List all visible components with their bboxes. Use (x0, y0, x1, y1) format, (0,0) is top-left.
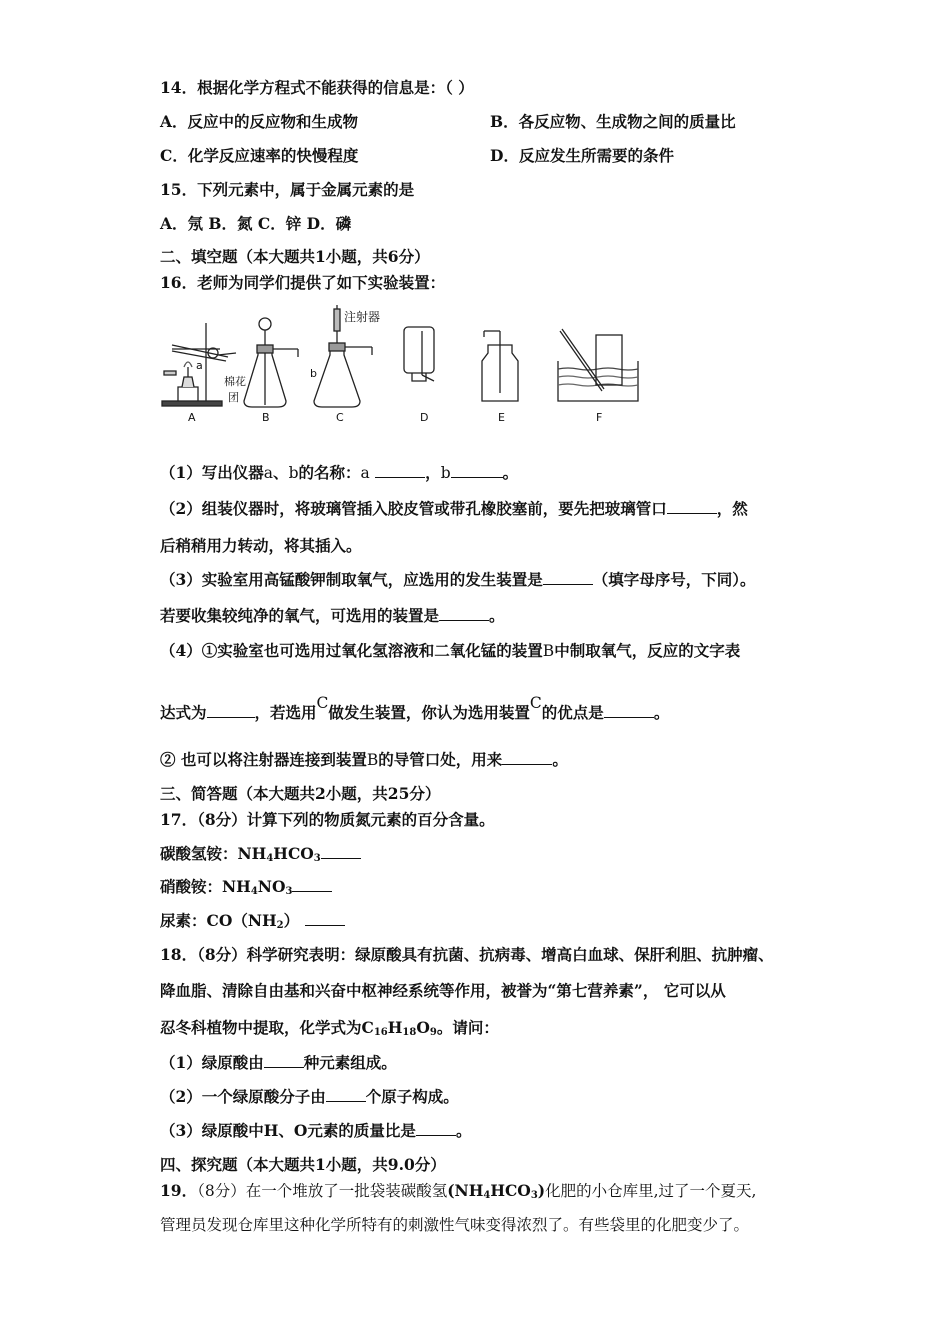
q17-l3-sub-b: 2 (276, 920, 284, 931)
answer-blank[interactable] (416, 1121, 456, 1136)
q16-p4-text-j: 。 (653, 703, 670, 722)
q16-p1-text-c: 、 (273, 463, 289, 482)
q16-p4-text-c: 中制取氧气，反应的文字表 (554, 641, 741, 660)
q16-stem: 16．老师为同学们提供了如下实验装置： (160, 273, 446, 292)
q19-l1-text-h: 化肥的小仓库里,过了一个夏天, (545, 1182, 757, 1200)
q16-p4-text-d: 达式为 (160, 703, 207, 722)
q17-l2-sub-d: 3 (285, 886, 293, 897)
q16-p5-text-c: 的导管口处，用来 (378, 750, 503, 769)
q16-part-4-line-1 (160, 641, 740, 661)
answer-blank[interactable] (451, 463, 503, 478)
apparatus-b (244, 318, 298, 407)
q16-p3-text-a: （3）实验室用高锰酸钾制取氧气，应选用的发生装置是 (160, 570, 543, 589)
answer-blank[interactable] (326, 1087, 366, 1102)
q16-p4-text-b: B (542, 642, 555, 660)
q19-l1-text-b: （8分）在一个堆放了一批袋装碳酸氢 (197, 1182, 448, 1200)
answer-blank[interactable] (439, 606, 489, 621)
answer-blank[interactable] (502, 750, 552, 765)
q16-p4-text-h: C (529, 694, 542, 712)
q17-line-2 (160, 877, 332, 902)
q18-l3-text-a: 忍冬科植物中提取，化学式为C (160, 1018, 374, 1037)
q16-p1-text-d: b (288, 464, 299, 482)
section-3-heading: 三、简答题（本大题共2小题，共25分） (160, 784, 441, 803)
q16-p4-text-f: C (316, 694, 329, 712)
q17-l1-sub-d: 3 (313, 853, 321, 864)
figure-label-small-a: a (196, 359, 203, 372)
q16-part-3-line-1 (160, 570, 756, 590)
apparatus-e (482, 331, 518, 401)
q18-l3-text-c: H (387, 1018, 403, 1037)
q17-l1-text-a: 碳酸氢铵：NH (160, 844, 267, 863)
q17-line-1 (160, 844, 361, 869)
figure-label-cotton-1: 棉花 (224, 375, 246, 388)
q17-line-3 (160, 911, 345, 936)
q16-p1-text-i: 。 (502, 463, 519, 482)
q17-l1-sub-b: 4 (266, 853, 274, 864)
q14-option-d: D．反应发生所需要的条件 (490, 146, 674, 165)
q16-p1-text-e: 的名称： (298, 463, 361, 482)
q15-options: A．氖 B．氮 C．锌 D．磷 (160, 214, 352, 233)
q16-part-1 (160, 463, 518, 483)
answer-blank[interactable] (667, 499, 717, 514)
q18-line-1: 18．（8分）科学研究表明：绿原酸具有抗菌、抗病毒、增高白血球、保肝利胆、抗肿瘤、 (160, 945, 774, 964)
q18-l3-text-e: O (416, 1018, 430, 1037)
q16-part-2-line-1 (160, 499, 748, 519)
q16-p1-text-b: a (263, 464, 274, 482)
q16-p4-text-e: ，若选用 (254, 703, 317, 722)
q18-l3-text-g: 。请问： (436, 1018, 499, 1037)
q19-l1-text-g: ) (537, 1181, 546, 1200)
q16-p4-text-a: （4）①实验室也可选用过氧化氢溶液和二氧化锰的装置 (160, 641, 543, 660)
q17-stem: 17．（8分）计算下列的物质氮元素的百分含量。 (160, 810, 495, 829)
q17-l2-text-a: 硝酸铵：NH (160, 877, 251, 896)
q19-l1-sub-f: 3 (530, 1190, 538, 1201)
q17-l2-text-c: NO (257, 877, 286, 896)
answer-blank[interactable] (375, 463, 425, 478)
q16-p4-text-i: 的优点是 (541, 703, 604, 722)
q16-p3-text-c: 若要收集较纯净的氧气，可选用的装置是 (160, 606, 440, 625)
q16-part-2-line-2: 后稍稍用力转动，将其插入。 (160, 536, 362, 555)
q19-l1-text-c: (NH (447, 1181, 484, 1200)
answer-blank[interactable] (543, 570, 593, 585)
q18-s1-text-b: 种元素组成。 (303, 1053, 397, 1072)
q17-l1-text-c: HCO (273, 844, 314, 863)
figure-label-c: C (336, 411, 344, 424)
q16-p5-text-b: B (366, 751, 379, 769)
q16-p3-text-d: 。 (489, 606, 505, 625)
q18-line-2: 降血脂、清除自由基和兴奋中枢神经系统等作用，被誉为“第七营养素”， 它可以从 (160, 981, 726, 1000)
q15-stem: 15．下列元素中，属于金属元素的是 (160, 180, 415, 199)
q18-sub-1 (160, 1053, 397, 1073)
apparatus-d (404, 327, 434, 381)
figure-label-syringe: 注射器 (344, 310, 381, 324)
section-4-heading: 四、探究题（本大题共1小题，共9.0分） (160, 1155, 446, 1174)
q17-l3-text-a: 尿素：CO（NH (160, 911, 277, 930)
q16-p1-text-h: b (440, 464, 451, 482)
q16-p1-text-f: a (360, 464, 370, 482)
q16-p1-text-a: （1）写出仪器 (160, 463, 264, 482)
q19-line-2: 管理员发现仓库里这种化学所特有的刺激性气味变得浓烈了。有些袋里的化肥变少了。 (160, 1216, 750, 1234)
q18-l3-sub-f: 9 (429, 1027, 437, 1038)
figure-label-small-b: b (310, 367, 317, 380)
figure-label-f: F (596, 411, 603, 424)
q19-line-1 (160, 1181, 756, 1206)
q16-p4-text-g: 做发生装置，你认为选用装置 (328, 703, 530, 722)
figure-label-b: B (262, 411, 270, 424)
q18-sub-2 (160, 1087, 459, 1107)
q16-p1-text-g: ， (425, 463, 441, 482)
q16-p2-text-a: （2）组装仪器时，将玻璃管插入胶皮管或带孔橡胶塞前，要先把玻璃管口 (160, 499, 667, 518)
q16-part-4-line-2 (160, 694, 670, 723)
answer-blank[interactable] (321, 844, 361, 859)
q18-s3-text-b: 。 (455, 1121, 472, 1140)
answer-blank[interactable] (207, 703, 255, 718)
q19-l1-sub-d: 4 (483, 1190, 491, 1201)
q18-s3-text-a: （3）绿原酸中H、O元素的质量比是 (160, 1121, 416, 1140)
q16-p5-text-a: ② 也可以将注射器连接到装置 (160, 750, 367, 769)
q19-l1-text-a: 19． (160, 1181, 198, 1200)
q16-p2-text-b: ，然 (716, 499, 748, 518)
answer-blank[interactable] (292, 877, 332, 892)
q18-sub-3 (160, 1121, 471, 1141)
q16-part-3-line-2 (160, 606, 505, 626)
figure-label-e: E (498, 411, 505, 424)
q18-s2-text-a: （2）一个绿原酸分子由 (160, 1087, 326, 1106)
q18-s2-text-b: 个原子构成。 (365, 1087, 459, 1106)
q16-part-4-line-3 (160, 750, 568, 770)
apparatus-figure (158, 305, 648, 425)
q18-l3-sub-b: 16 (373, 1027, 388, 1038)
q18-l3-sub-d: 18 (402, 1027, 417, 1038)
q17-l3-text-c: ） (283, 911, 300, 930)
q14-option-c: C．化学反应速率的快慢程度 (160, 146, 359, 165)
q16-p5-text-d: 。 (552, 750, 568, 769)
q18-line-3 (160, 1018, 499, 1043)
q14-option-b: B．各反应物、生成物之间的质量比 (490, 112, 736, 131)
figure-label-cotton-2: 团 (228, 391, 239, 404)
figure-label-a: A (188, 411, 196, 424)
q18-s1-text-a: （1）绿原酸由 (160, 1053, 264, 1072)
answer-blank[interactable] (305, 911, 345, 926)
q14-option-a: A．反应中的反应物和生成物 (160, 112, 359, 131)
q14-stem: 14．根据化学方程式不能获得的信息是：（ ） (160, 78, 474, 97)
q19-l1-text-e: HCO (490, 1181, 531, 1200)
apparatus-f (558, 329, 638, 401)
q16-p3-text-b: （填字母序号，下同）。 (592, 570, 756, 589)
section-2-heading: 二、填空题（本大题共1小题，共6分） (160, 247, 430, 266)
answer-blank[interactable] (604, 703, 654, 718)
figure-label-d: D (420, 411, 429, 424)
answer-blank[interactable] (264, 1053, 304, 1068)
q17-l2-sub-b: 4 (250, 886, 258, 897)
